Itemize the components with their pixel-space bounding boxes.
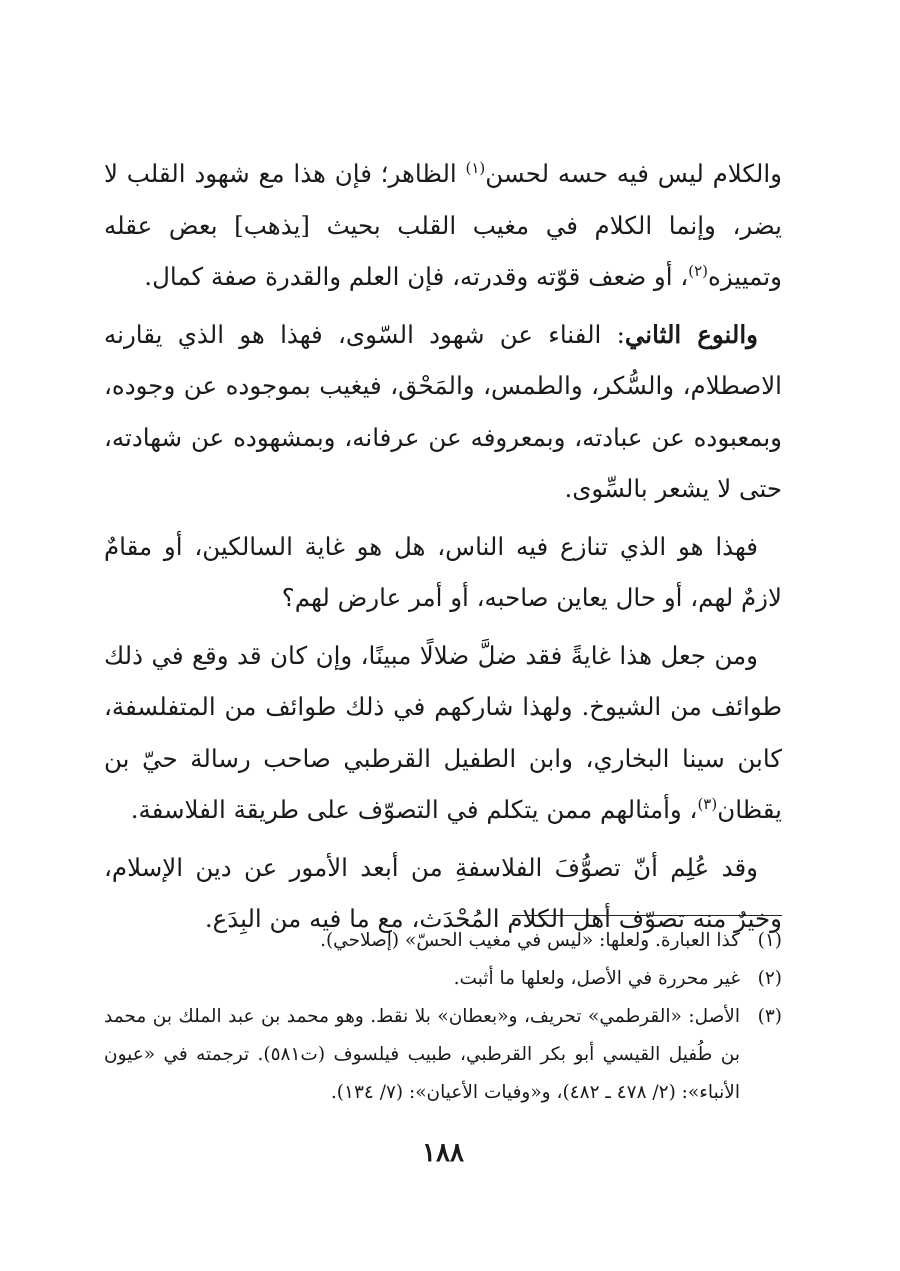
footnote-3-number: (٣) [757,1006,782,1027]
paragraph-3 [104,521,782,624]
paragraph-5-text: وقد عُلِم أنّ تصوُّفَ الفلاسفةِ من أبعد الأمور عن دين الإسلام، وخيرٌ منه تصوّف أهل الكلام المُحْدَث، مع ما فيه من البِدَع. [104,852,782,933]
footnote-2 [104,960,782,998]
footnote-divider [512,915,782,916]
footnote-1-text: كذا العبارة. ولعلها: «ليس في مغيب الحسّ» (إصلاحي). [320,930,740,951]
footnote-ref-2: (٢) [688,261,709,280]
footnote-ref-3: (٣) [697,794,718,813]
paragraph-2-heading: والنوع الثاني [624,319,758,349]
paragraph-2-text: : الفناء عن شهود السّوى، فهذا هو الذي يقارنه الاصطلام، والسُّكر، والطمس، والمَحْق، فيغيب بموجوده عن وجوده، وبمعبوده عن عبادته، وبمعروفه عن عرفانه، وبمشهوده عن شهادته، حتى لا يشعر بالسِّوى. [104,319,782,503]
paragraph-2 [104,309,782,515]
book-page [104,0,782,1271]
footnote-2-text: غير محررة في الأصل، ولعلها ما أثبت. [453,968,740,989]
footnote-ref-1: (١) [465,158,486,177]
page-number: ١٨٨ [422,1138,464,1168]
paragraph-1-text-b: الظاهر؛ فإن هذا مع شهود القلب لا يضر، وإنما الكلام في مغيب القلب بحيث [يذهب] بعض عقله وتمييزه [104,159,782,291]
footnote-1 [104,922,782,960]
footnote-1-number: (١) [757,930,782,951]
paragraph-1-text-a: والكلام ليس فيه حسه لحسن [485,159,782,188]
paragraph-1-text-c: ، أو ضعف قوّته وقدرته، فإن العلم والقدرة صفة كمال. [144,262,689,291]
footnote-3 [104,998,782,1112]
paragraph-4-text-a: ومن جعل هذا غايةً فقد ضلَّ ضلالًا مبينًا، وإن كان قد وقع في ذلك طوائف من الشيوخ. ولهذا شاركهم في ذلك طوائف من المتفلسفة، كابن سينا البخاري، وابن الطفيل القرطبي صاحب رسالة حيّ بن يقظان [104,640,782,824]
paragraph-3-text: فهذا هو الذي تنازع فيه الناس، هل هو غاية السالكين، أو مقامٌ لازمٌ لهم، أو حال يعاين صاحبه، أو أمر عارض لهم؟ [104,531,782,612]
footnote-3-text: الأصل: «القرطمي» تحريف، و«بعطان» بلا نقط. وهو محمد بن عبد الملك بن محمد بن طُفيل القيسي أبو بكر القرطبي، طبيب فيلسوف (ت٥٨١). ترجمته في «عيون الأنباء»: (٢/ ٤٧٨ ـ ٤٨٢)، و«وفيات الأعيان»: (٧/ ١٣٤). [104,1006,741,1103]
footnotes [104,922,782,1112]
footnote-2-number: (٢) [757,968,782,989]
paragraph-4-text-b: ، وأمثالهم ممن يتكلم في التصوّف على طريقة الفلاسفة. [130,795,698,824]
main-text [104,148,782,951]
paragraph-1 [104,148,782,303]
paragraph-4 [104,630,782,836]
